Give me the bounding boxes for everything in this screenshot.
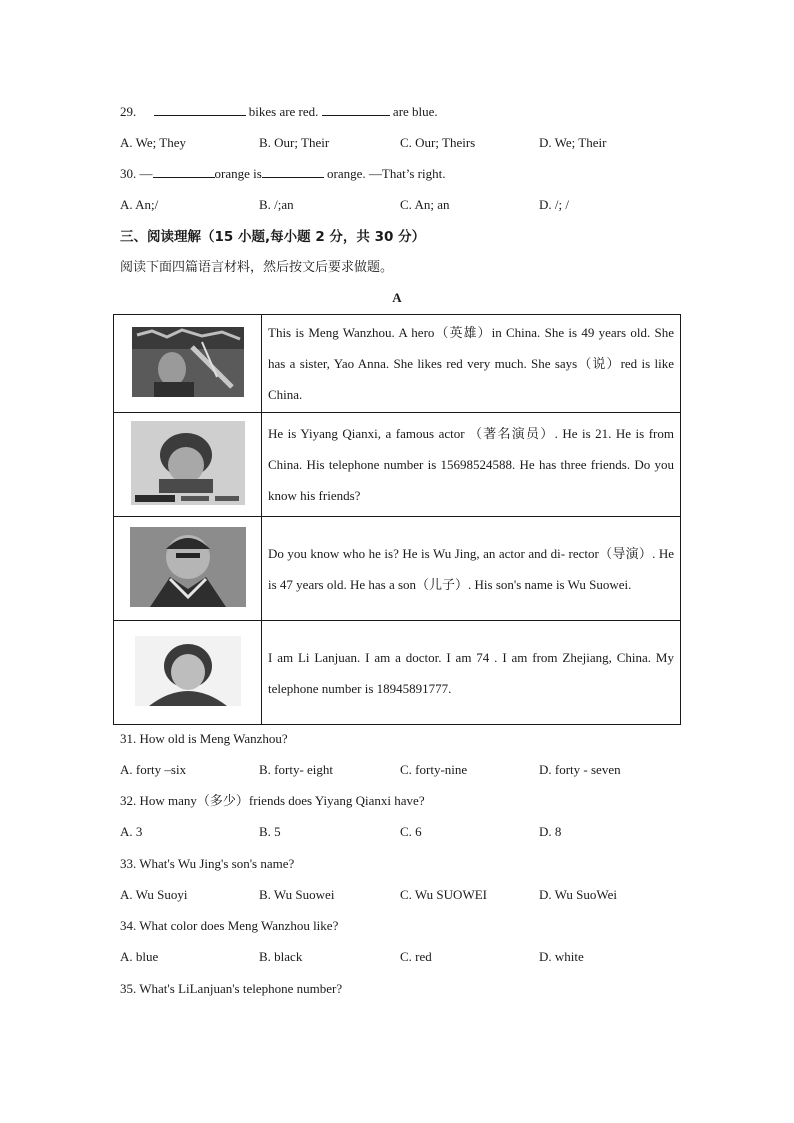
options-33 <box>120 886 680 904</box>
answer-blank <box>262 165 324 178</box>
option-d: D. Wu SuoWei <box>539 887 617 902</box>
question-35: 35. What's LiLanjuan's telephone number? <box>120 981 343 996</box>
yiyang-qianxi-photo <box>131 421 245 505</box>
table-row <box>114 315 681 413</box>
option-d: D. 8 <box>539 824 562 839</box>
table-row <box>114 517 681 621</box>
passage-text: I am Li Lanjuan. I am a doctor. I am 74 . I am from Zhejiang, China. My telephone number is 18945891777. <box>262 621 681 725</box>
option-b: B. 5 <box>259 824 281 839</box>
option-c: C. 6 <box>400 824 422 839</box>
question-text: are blue. <box>392 104 438 119</box>
question-29 <box>120 103 438 121</box>
options-34 <box>120 948 680 966</box>
option-b: B. black <box>259 949 303 964</box>
option-b: B. Wu Suowei <box>259 887 335 902</box>
question-32: 32. How many（多少）friends does Yiyang Qianxi have? <box>120 793 425 808</box>
question-33: 33. What's Wu Jing's son's name? <box>120 856 295 871</box>
question-30 <box>120 165 445 183</box>
option-c: C. Our; Theirs <box>400 135 476 150</box>
question-text: orange. —That’s right. <box>327 166 446 181</box>
option-d: D. We; Their <box>539 135 607 150</box>
option-a: A. 3 <box>120 824 143 839</box>
options-29 <box>120 134 680 152</box>
option-a: A. forty –six <box>120 762 187 777</box>
option-c: C. Wu SUOWEI <box>400 887 487 902</box>
meng-wanzhou-photo <box>132 327 244 397</box>
table-row <box>114 413 681 517</box>
passage-label: A <box>392 290 402 305</box>
options-32 <box>120 823 680 841</box>
option-d: D. forty - seven <box>539 762 621 777</box>
question-31: 31. How old is Meng Wanzhou? <box>120 731 288 746</box>
answer-blank <box>322 103 390 116</box>
option-c: C. forty-nine <box>400 762 468 777</box>
passage-text: He is Yiyang Qianxi, a famous actor （著名演员）. He is 21. He is from China. His telephone number is 15698524588. He has three friends. Do you know his friends? <box>262 413 681 517</box>
option-a: A. Wu Suoyi <box>120 887 188 902</box>
photo-cell <box>114 621 262 725</box>
section-title: 三、阅读理解（15 小题,每小题 2 分，共 30 分） <box>120 229 426 245</box>
option-a: A. An;/ <box>120 197 159 212</box>
option-c: C. red <box>400 949 432 964</box>
passage-text: This is Meng Wanzhou. A hero（英雄）in China. She is 49 years old. She has a sister, Yao Anna. She likes red very much. She says（说）red is like China. <box>262 315 681 413</box>
table-row <box>114 621 681 725</box>
li-lanjuan-photo <box>135 636 241 706</box>
question-text: bikes are red. <box>248 104 319 119</box>
photo-cell <box>114 413 262 517</box>
reading-table <box>113 314 681 725</box>
question-34: 34. What color does Meng Wanzhou like? <box>120 918 339 933</box>
answer-blank <box>154 103 246 116</box>
option-d: D. /; / <box>539 197 569 212</box>
options-31 <box>120 761 680 779</box>
photo-cell <box>114 315 262 413</box>
photo-cell <box>114 517 262 621</box>
question-text: orange is <box>214 166 262 181</box>
option-a: A. blue <box>120 949 159 964</box>
option-b: B. /;an <box>259 197 294 212</box>
option-d: D. white <box>539 949 584 964</box>
question-number: 30. — <box>120 166 153 181</box>
wu-jing-photo <box>130 527 246 607</box>
option-b: B. Our; Their <box>259 135 330 150</box>
options-30 <box>120 196 680 214</box>
option-b: B. forty- eight <box>259 762 334 777</box>
question-number: 29. <box>120 104 137 119</box>
section-instruction: 阅读下面四篇语言材料，然后按文后要求做题。 <box>120 260 394 275</box>
answer-blank <box>153 165 215 178</box>
option-c: C. An; an <box>400 197 450 212</box>
passage-text: Do you know who he is? He is Wu Jing, an actor and di- rector（导演）. He is 47 years old. He has a son（儿子）. His son's name is Wu Suowei. <box>262 517 681 621</box>
option-a: A. We; They <box>120 135 186 150</box>
